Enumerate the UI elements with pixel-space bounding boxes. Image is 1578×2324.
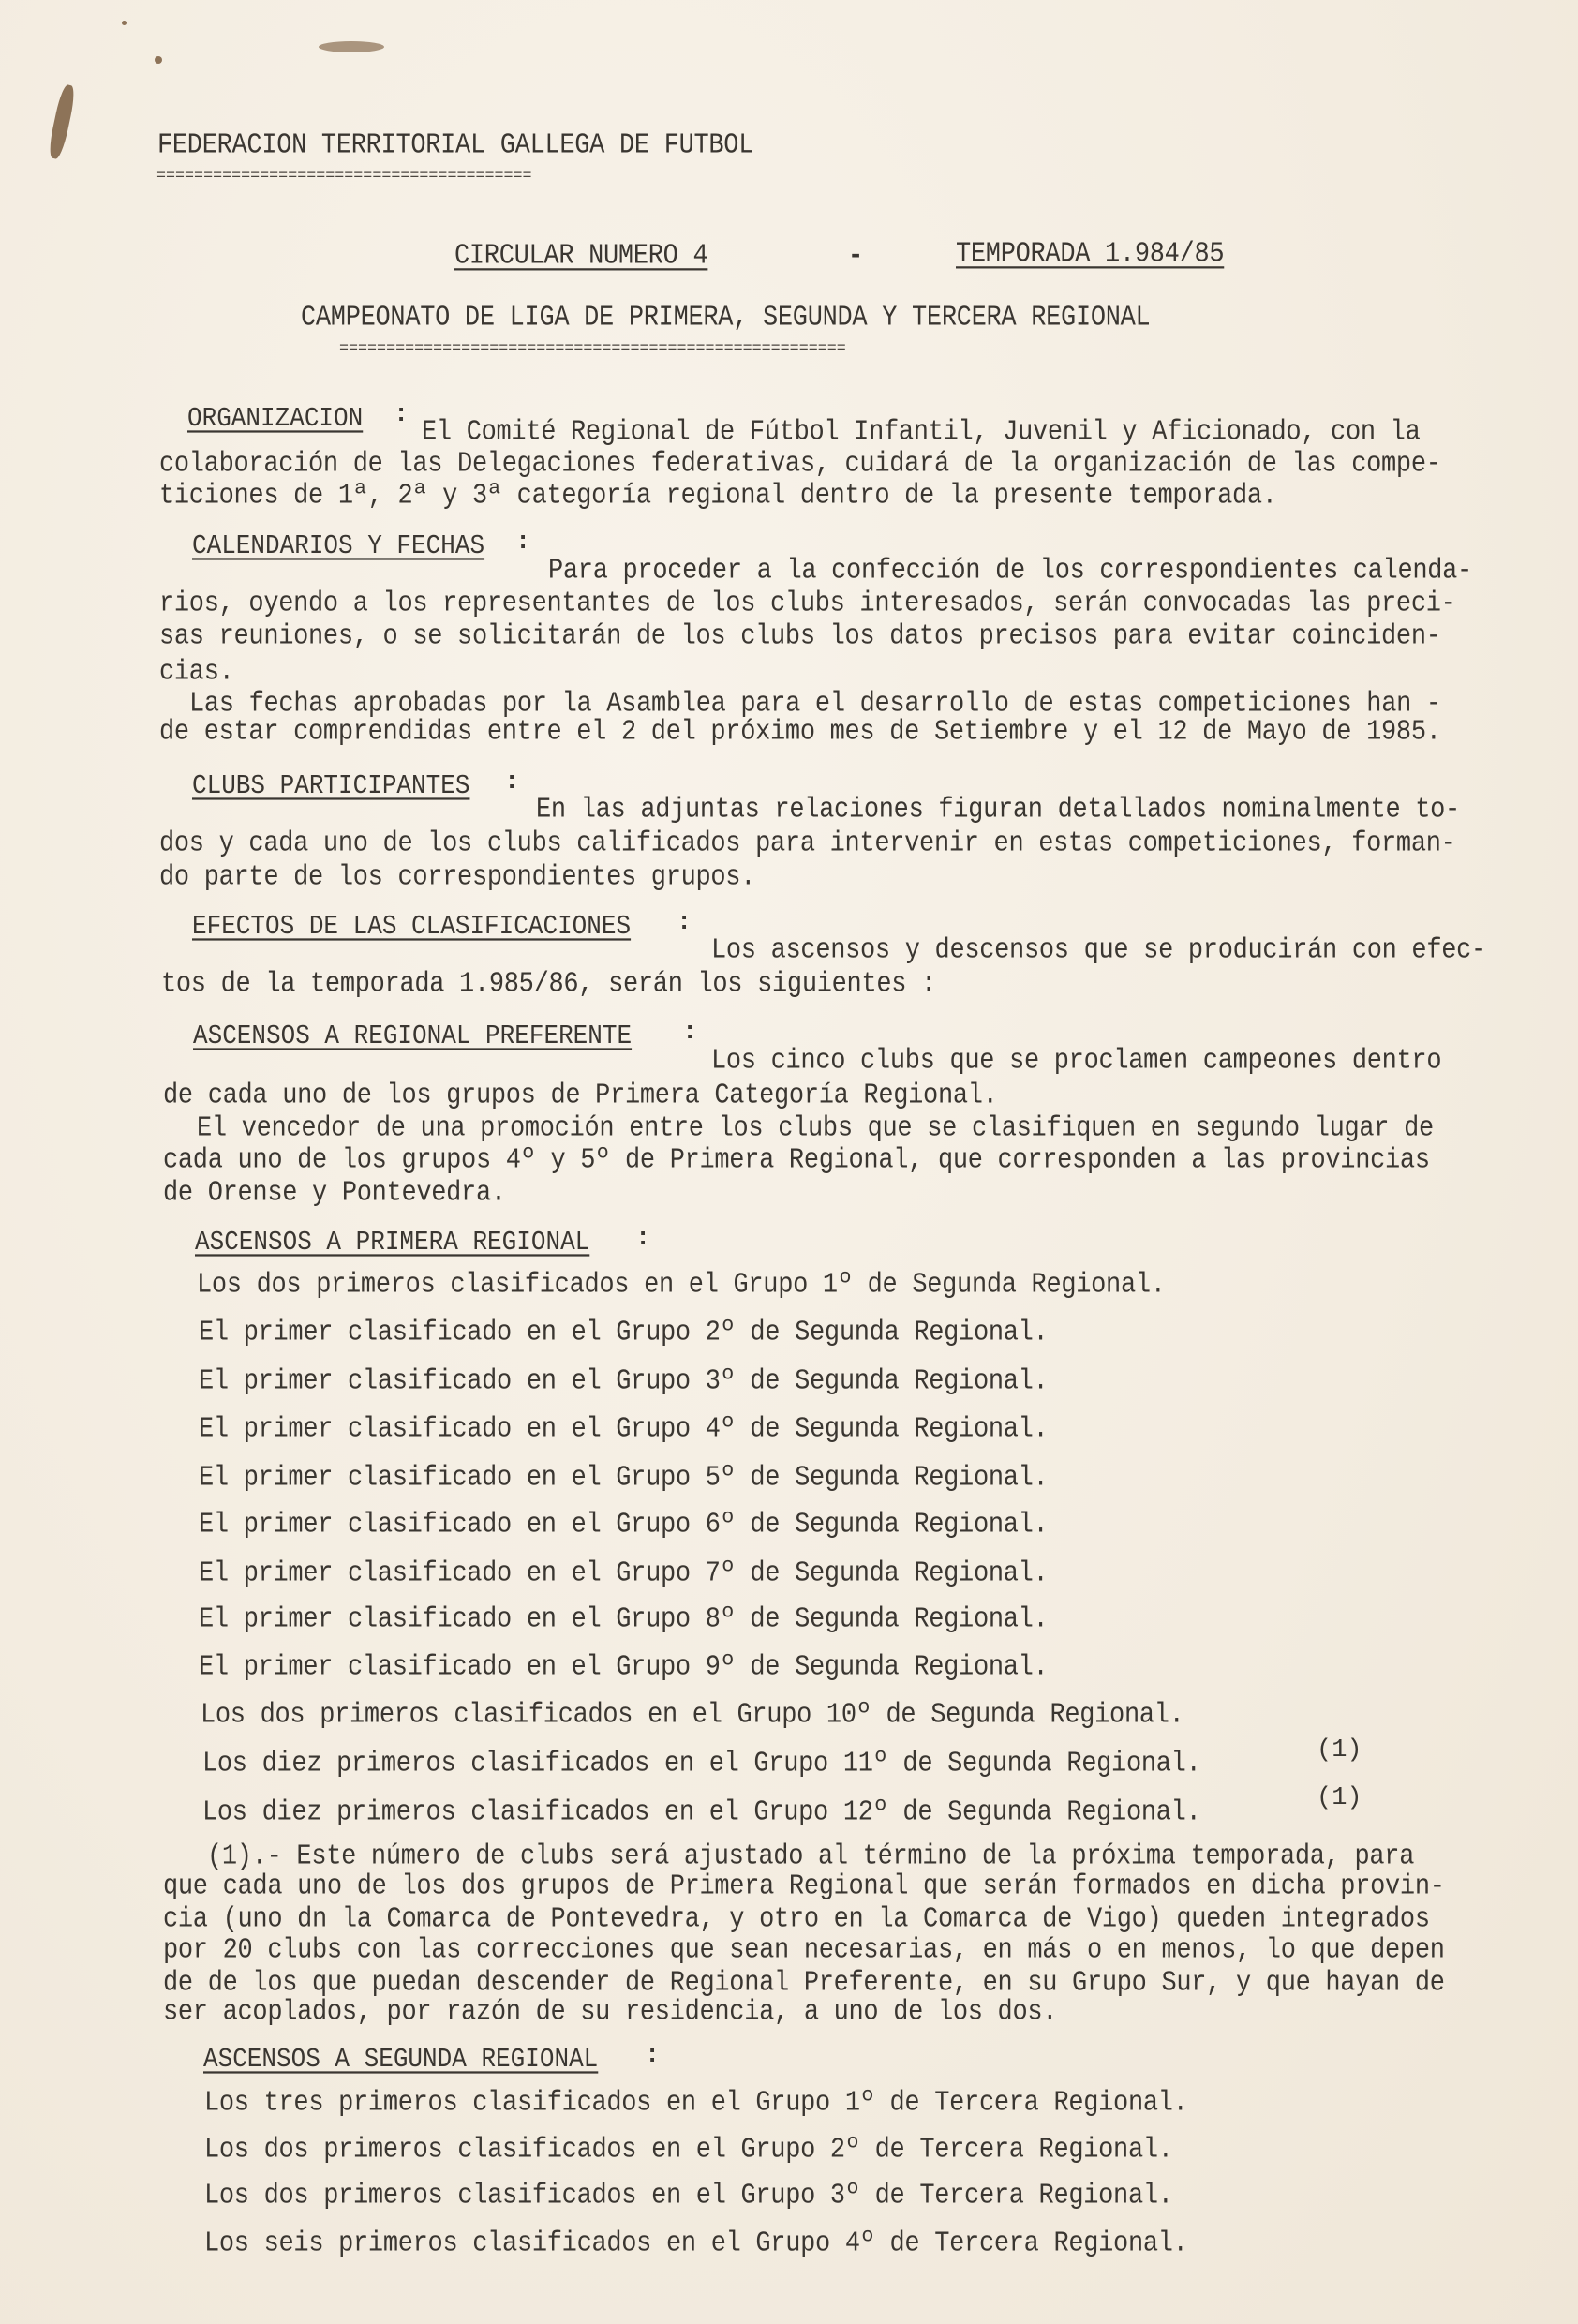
ink-stain (47, 83, 77, 160)
paragraph-line: Para proceder a la confección de los correspondientes calenda- (548, 556, 1472, 588)
section-heading-preferente: ASCENSOS A REGIONAL PREFERENTE (193, 1020, 633, 1051)
paragraph-line: de estar comprendidas entre el 2 del próximo mes de Setiembre y el 12 de Mayo de 1985. (159, 717, 1441, 749)
heading-colon: : (515, 529, 531, 557)
list-item: Los dos primeros clasificados en el Grupo 3º de Tercera Regional. (204, 2181, 1173, 2212)
heading-colon: : (682, 1019, 698, 1047)
heading-colon: : (677, 909, 692, 937)
organization-rule: ======================================== (156, 168, 532, 186)
paragraph-line: El Comité Regional de Fútbol Infantil, Juvenil y Aficionado, con la (422, 417, 1421, 449)
list-item: El primer clasificado en el Grupo 9º de Segunda Regional. (199, 1652, 1049, 1684)
list-item: El primer clasificado en el Grupo 8º de Segunda Regional. (199, 1604, 1049, 1636)
list-item: Los dos primeros clasificados en el Grupo 2º de Tercera Regional. (204, 2135, 1173, 2167)
ink-stain (319, 41, 384, 52)
paragraph-line: rios, oyendo a los representantes de los clubs interesados, serán convocadas las preci- (159, 588, 1456, 620)
list-item: Los tres primeros clasificados en el Grupo 1º de Tercera Regional. (204, 2088, 1188, 2120)
title-rule: ====================================================== (339, 340, 846, 358)
paragraph-line: El vencedor de una promoción entre los clubs que se clasifiquen en segundo lugar de (197, 1113, 1434, 1145)
list-item: El primer clasificado en el Grupo 4º de Segunda Regional. (199, 1414, 1049, 1446)
paragraph-line: tos de la temporada 1.985/86, serán los siguientes : (161, 969, 936, 1001)
list-item: Los dos primeros clasificados en el Grupo 1º de Segunda Regional. (197, 1270, 1166, 1302)
paragraph-line: do parte de los correspondientes grupos. (159, 862, 756, 894)
footnote-line: de de los que puedan descender de Regional Preferente, en su Grupo Sur, y que hayan de (163, 1968, 1445, 2000)
circular-number: CIRCULAR NUMERO 4 (454, 241, 708, 273)
paragraph-line: sas reuniones, o se solicitarán de los clubs los datos precisos para evitar coinciden- (159, 621, 1441, 653)
section-heading-clubs: CLUBS PARTICIPANTES (192, 769, 470, 801)
season: TEMPORADA 1.984/85 (956, 239, 1225, 271)
list-item: El primer clasificado en el Grupo 2º de Segunda Regional. (199, 1318, 1049, 1349)
paragraph-line: cias. (159, 657, 234, 689)
footnote-line: ser acoplados, por razón de su residencia, a uno de los dos. (163, 1997, 1058, 2029)
paragraph-line: de cada uno de los grupos de Primera Categoría Regional. (163, 1080, 998, 1112)
list-item: Los diez primeros clasificados en el Grupo 12º de Segunda Regional. (202, 1797, 1201, 1829)
paragraph-line: Los ascensos y descensos que se producirán con efec- (711, 935, 1486, 967)
list-item: El primer clasificado en el Grupo 6º de Segunda Regional. (199, 1510, 1049, 1542)
footnote-line: por 20 clubs con las correcciones que sean necesarias, en más o en menos, lo que depen (163, 1935, 1445, 1967)
paragraph-line: cada uno de los grupos 4º y 5º de Primera Regional, que corresponden a las provincias (163, 1145, 1430, 1177)
list-item: El primer clasificado en el Grupo 3º de Segunda Regional. (199, 1366, 1049, 1398)
paragraph-line: Los cinco clubs que se proclamen campeones dentro (711, 1046, 1442, 1078)
section-heading-efectos: EFECTOS DE LAS CLASIFICACIONES (192, 910, 632, 942)
paragraph-line: colaboración de las Delegaciones federativas, cuidará de la organización de las compe- (159, 449, 1441, 481)
paragraph-line: de Orense y Pontevedra. (163, 1178, 506, 1210)
list-item: Los diez primeros clasificados en el Grupo 11º de Segunda Regional. (202, 1749, 1201, 1780)
paragraph-line: dos y cada uno de los clubs calificados para intervenir en estas competiciones, forman- (159, 828, 1456, 860)
heading-colon: : (504, 768, 520, 797)
ink-stain (155, 56, 162, 64)
list-item: Los dos primeros clasificados en el Grupo 10º de Segunda Regional. (201, 1700, 1184, 1732)
footnote-line: cia (uno dn la Comarca de Pontevedra, y otro en la Comarca de Vigo) queden integrados (163, 1904, 1430, 1936)
list-item: Los seis primeros clasificados en el Grupo 4º de Tercera Regional. (204, 2228, 1188, 2260)
list-item: El primer clasificado en el Grupo 7º de Segunda Regional. (199, 1558, 1049, 1590)
footnote-reference: (1) (1317, 1736, 1362, 1765)
footnote-line: que cada uno de los dos grupos de Primera Regional que serán formados en dicha provin- (163, 1871, 1445, 1903)
footnote-reference: (1) (1317, 1784, 1362, 1812)
ink-stain (122, 21, 127, 25)
section-heading-segunda: ASCENSOS A SEGUNDA REGIONAL (203, 2043, 599, 2075)
list-item: El primer clasificado en el Grupo 5º de Segunda Regional. (199, 1463, 1049, 1495)
heading-colon: : (394, 401, 409, 429)
paragraph-line: En las adjuntas relaciones figuran detallados nominalmente to- (536, 795, 1460, 827)
paragraph-line: ticiones de 1ª, 2ª y 3ª categoría regional dentro de la presente temporada. (159, 481, 1277, 513)
paragraph-line: Las fechas aprobadas por la Asamblea para el desarrollo de estas competiciones han - (189, 689, 1441, 721)
heading-colon: : (645, 2042, 661, 2070)
heading-colon: : (635, 1225, 651, 1253)
document-title: CAMPEONATO DE LIGA DE PRIMERA, SEGUNDA Y TERCERA REGIONAL (301, 303, 1151, 335)
section-heading-organizacion: ORGANIZACION (187, 402, 364, 434)
footnote-line: (1).- Este número de clubs será ajustado al término de la próxima temporada, para (207, 1841, 1415, 1873)
section-heading-calendarios: CALENDARIOS Y FECHAS (192, 529, 485, 561)
organization-name: FEDERACION TERRITORIAL GALLEGA DE FUTBOL (157, 130, 754, 162)
header-separator: - (848, 241, 863, 273)
section-heading-primera: ASCENSOS A PRIMERA REGIONAL (195, 1226, 590, 1258)
